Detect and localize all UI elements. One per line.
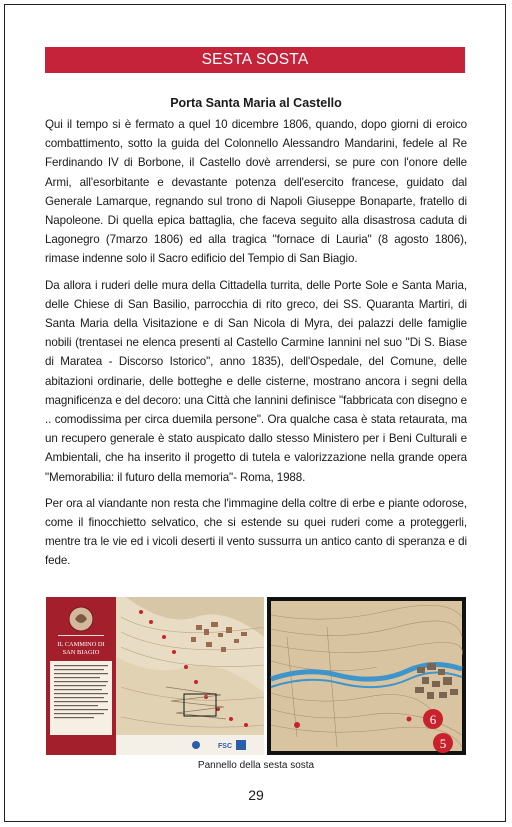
panel-title-line2: SAN BIAGIO <box>62 649 100 656</box>
paragraph-2: Da allora i ruderi delle mura della Cittadella turrita, delle Porte Sole e Santa Maria, delle Chiese di San Basilio, parrocchia di rito greco, dei SS. Quaranta Martiri, di Santa Maria della Visitazione e di San Nicola di Myra, dei palazzi delle famiglie nobili (trentasei ne elenca presenti al Castello Carmine Iannini nel suo "Di S. Biase di Maratea - Discorso Istorico", anno 1835), dell'Ospedale, del Comune, delle abitazioni ordinarie, delle botteghe e delle cisterne, mostrano ancora i segni della magnificenza e del decoro: una Città che Iannini definisce "fabbricata con disegno e .. comodissima per circa duemila persone". Ora qualche casa è stata retaurata, ma un recupero generale è stato auspicato dallo stesso Ministero per i Beni Culturali e Ambientali, che ha inserito il progetto di tutela e valorizzazione nella grande opera "Memorabilia: il futuro della memoria"- Roma, 1988. <box>45 278 467 484</box>
panel-photo <box>46 597 264 755</box>
map-marker-6: 6 <box>429 712 437 727</box>
panel-logo-text: FSC <box>218 743 232 750</box>
map-closeup-photo <box>267 597 466 755</box>
section-banner: SESTA SOSTA <box>45 47 465 73</box>
paragraph-3: Per ora al viandante non resta che l'immagine della coltre di erbe e piante odorose, come il finocchietto selvatico, che si estende su quei ruderi come a proteggerli, mentre tra le vie ed i vicoli deserti il vento sussurra un antico canto di speranza e di fede. <box>45 496 467 568</box>
figure-caption: Pannello della sesta sosta <box>197 760 315 771</box>
article-title: Porta Santa Maria al Castello <box>170 96 342 110</box>
map-marker-5: 5 <box>439 736 447 751</box>
paragraph-1: Qui il tempo si è fermato a quel 10 dicembre 1806, quando, dopo giorni di eroico combattimento, sotto la guida del Colonnello Alessandro Mandarini, fedele al Re Ferdinando IV di Borbone, il Castello dovè arrendersi, se pure con l'onore delle Armi, all'esorbitante e devastante potenza dell'esercito francese, guidato dal Generale Lamarque, regnando sul trono di Napoli Giuseppe Bonaparte, fratello di Napoleone. Di quella epica battaglia, che faceva seguito alla disastrosa caduta di Lagonegro (7marzo 1806) ed alla tragica "fornace di Lauria" (8 agosto 1806), rimase indenne solo il Sacro edificio del Tempio di San Biagio. <box>45 118 467 266</box>
article-body <box>45 115 467 578</box>
page-number: 29 <box>248 787 264 803</box>
panel-title-line1: IL CAMMINO DI <box>57 641 105 648</box>
